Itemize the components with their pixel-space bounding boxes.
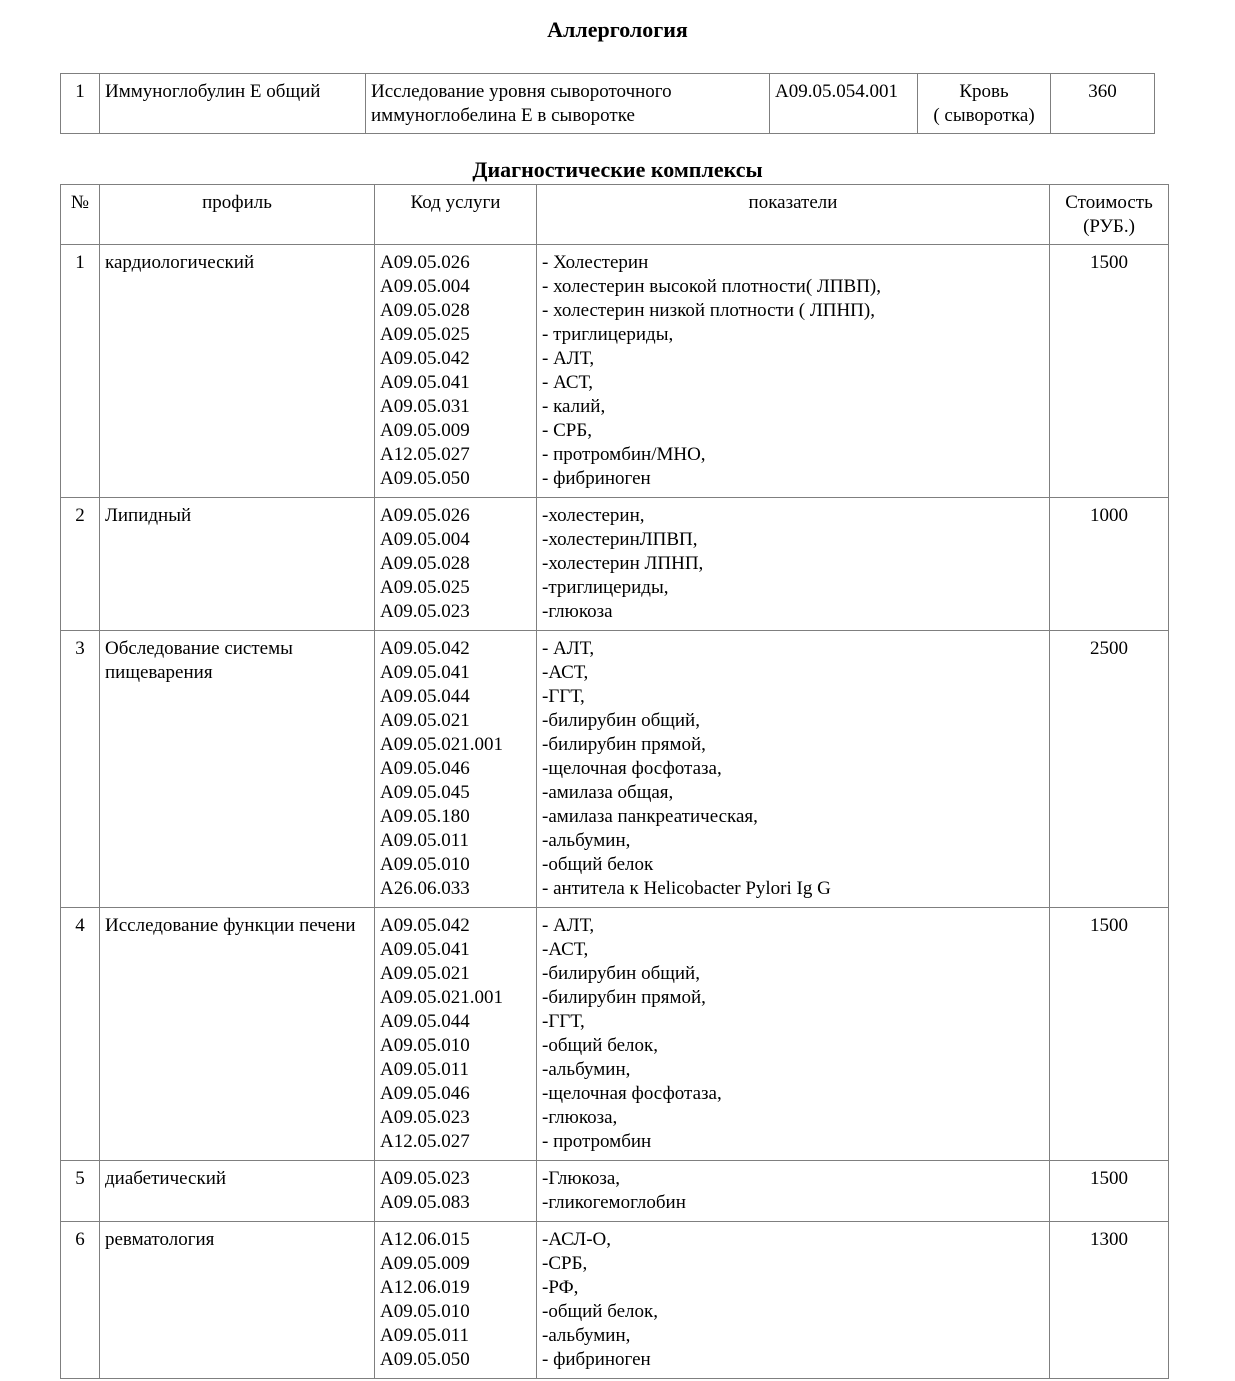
indicator-item: - фибриноген [542, 1349, 651, 1370]
service-code: А09.05.004 [380, 276, 470, 297]
row-number: 3 [61, 631, 100, 908]
service-code: А09.05.046 [380, 758, 470, 779]
indicator-item: - АСТ, [542, 372, 593, 393]
profile-name: диабетический [100, 1161, 375, 1222]
indicator-item: -общий белок [542, 854, 654, 875]
test-name: Иммуноглобулин Е общий [100, 74, 366, 134]
service-code: А09.05.021.001 [380, 987, 503, 1008]
service-code: А26.06.033 [380, 878, 470, 899]
service-code: А09.05.050 [380, 468, 470, 489]
service-code: А09.05.009 [380, 1253, 470, 1274]
service-code: А09.05.050 [380, 1349, 470, 1370]
service-code: А09.05.042 [380, 638, 470, 659]
indicator-item: - протромбин [542, 1131, 652, 1152]
service-code: А09.05.045 [380, 782, 470, 803]
column-header-number: № [61, 185, 100, 245]
row-number: 4 [61, 908, 100, 1161]
indicator-item: - триглицериды, [542, 324, 674, 345]
indicator-item: -АСТ, [542, 662, 589, 683]
service-code: А09.05.011 [380, 1059, 470, 1080]
indicator-item: -общий белок, [542, 1301, 659, 1322]
table-row [61, 74, 1155, 134]
table-row [61, 631, 1169, 908]
service-code: А09.05.041 [380, 662, 470, 683]
indicator-item: -глюкоза [542, 601, 613, 622]
profile-name: ревматология [100, 1222, 375, 1379]
service-code: А09.05.031 [380, 396, 470, 417]
row-number: 1 [61, 245, 100, 498]
indicators-cell [537, 1222, 1050, 1379]
service-code: А12.06.019 [380, 1277, 470, 1298]
service-code: А09.05.021 [380, 710, 470, 731]
indicator-item: - антитела к Helicobacter Pylori Ig G [542, 878, 831, 899]
allergy-table [60, 73, 1155, 134]
price-header-line: Стоимость [1065, 192, 1153, 213]
service-code: А09.05.023 [380, 601, 470, 622]
indicator-item: - АЛТ, [542, 915, 595, 936]
indicator-item: -билирубин общий, [542, 963, 700, 984]
column-header-price [1050, 185, 1169, 245]
table-row [61, 498, 1169, 631]
service-code: А09.05.025 [380, 324, 470, 345]
service-code: А12.05.027 [380, 444, 470, 465]
indicator-item: - калий, [542, 396, 606, 417]
profile-name: Липидный [100, 498, 375, 631]
service-code: А09.05.004 [380, 529, 470, 550]
indicator-item: - фибриноген [542, 468, 651, 489]
table-row [61, 908, 1169, 1161]
indicator-item: -холестеринЛПВП, [542, 529, 698, 550]
row-number: 2 [61, 498, 100, 631]
price-header-line: (РУБ.) [1083, 216, 1135, 237]
service-code: А09.05.041 [380, 939, 470, 960]
profile-name: Исследование функции печени [100, 908, 375, 1161]
service-codes-cell [375, 498, 537, 631]
column-header-profile: профиль [100, 185, 375, 245]
service-code: А09.05.023 [380, 1107, 470, 1128]
indicator-item: -амилаза панкреатическая, [542, 806, 758, 827]
indicator-item: -альбумин, [542, 1325, 631, 1346]
service-code: А12.06.015 [380, 1229, 470, 1250]
price: 1300 [1050, 1222, 1169, 1379]
indicator-item: -АСТ, [542, 939, 589, 960]
profile-name: Обследование системы пищеварения [100, 631, 375, 908]
service-code: А09.05.044 [380, 1011, 470, 1032]
service-code: А09.05.046 [380, 1083, 470, 1104]
complexes-section-title: Диагностические комплексы [472, 157, 763, 182]
service-code: А09.05.010 [380, 1035, 470, 1056]
service-code: А09.05.026 [380, 252, 470, 273]
complexes-table [60, 184, 1169, 1379]
indicator-item: -холестерин ЛПНП, [542, 553, 704, 574]
service-code: А09.05.054.001 [770, 74, 918, 134]
column-header-code: Код услуги [375, 185, 537, 245]
service-code: А09.05.180 [380, 806, 470, 827]
service-codes-cell [375, 631, 537, 908]
indicators-cell [537, 498, 1050, 631]
price: 1000 [1050, 498, 1169, 631]
indicator-item: -ГГТ, [542, 1011, 585, 1032]
material-line: Кровь [959, 81, 1009, 102]
service-code: А09.05.041 [380, 372, 470, 393]
indicator-item: -АСЛ-О, [542, 1229, 611, 1250]
indicator-item: -альбумин, [542, 830, 631, 851]
price: 1500 [1050, 1161, 1169, 1222]
service-code: А09.05.010 [380, 854, 470, 875]
indicator-item: -ГГТ, [542, 686, 585, 707]
indicators-cell [537, 631, 1050, 908]
service-codes-cell [375, 908, 537, 1161]
table-row [61, 245, 1169, 498]
indicator-item: -амилаза общая, [542, 782, 674, 803]
column-header-indicators: показатели [537, 185, 1050, 245]
profile-name: кардиологический [100, 245, 375, 498]
indicator-item: -билирубин общий, [542, 710, 700, 731]
indicator-item: - холестерин высокой плотности( ЛПВП), [542, 276, 882, 297]
material-line: ( сыворотка) [933, 105, 1035, 126]
indicators-cell [537, 245, 1050, 498]
service-code: А09.05.009 [380, 420, 470, 441]
indicator-item: -билирубин прямой, [542, 734, 706, 755]
indicators-cell [537, 908, 1050, 1161]
service-code: А09.05.026 [380, 505, 470, 526]
indicator-item: - АЛТ, [542, 348, 595, 369]
service-code: А09.05.010 [380, 1301, 470, 1322]
service-codes-cell [375, 245, 537, 498]
indicator-item: - АЛТ, [542, 638, 595, 659]
indicator-item: -общий белок, [542, 1035, 659, 1056]
indicator-item: - протромбин/МНО, [542, 444, 706, 465]
service-code: А12.05.027 [380, 1131, 470, 1152]
indicator-item: -РФ, [542, 1277, 579, 1298]
service-code: А09.05.044 [380, 686, 470, 707]
service-codes-cell [375, 1161, 537, 1222]
indicator-item: -триглицериды, [542, 577, 669, 598]
service-code: А09.05.021 [380, 963, 470, 984]
price: 2500 [1050, 631, 1169, 908]
service-code: А09.05.028 [380, 300, 470, 321]
price: 360 [1051, 74, 1155, 134]
indicator-item: -гликогемоглобин [542, 1192, 686, 1213]
indicator-item: -альбумин, [542, 1059, 631, 1080]
service-code: А09.05.042 [380, 348, 470, 369]
service-code: А09.05.042 [380, 915, 470, 936]
indicator-item: - СРБ, [542, 420, 592, 441]
service-code: А09.05.025 [380, 577, 470, 598]
service-code: А09.05.021.001 [380, 734, 503, 755]
test-description: Исследование уровня сывороточного иммуноглобелина Е в сыворотке [366, 74, 770, 134]
indicator-item: -СРБ, [542, 1253, 588, 1274]
row-number: 5 [61, 1161, 100, 1222]
table-row [61, 1222, 1169, 1379]
table-row [61, 1161, 1169, 1222]
service-code: А09.05.011 [380, 830, 470, 851]
service-code: А09.05.083 [380, 1192, 470, 1213]
table-header-row [61, 185, 1169, 245]
service-codes-cell [375, 1222, 537, 1379]
material-cell [918, 74, 1051, 134]
indicator-item: - Холестерин [542, 252, 649, 273]
indicators-cell [537, 1161, 1050, 1222]
price: 1500 [1050, 245, 1169, 498]
indicator-item: -Глюкоза, [542, 1168, 621, 1189]
service-code: А09.05.028 [380, 553, 470, 574]
price: 1500 [1050, 908, 1169, 1161]
indicator-item: - холестерин низкой плотности ( ЛПНП), [542, 300, 875, 321]
allergy-section-title: Аллергология [547, 17, 688, 42]
service-code: А09.05.011 [380, 1325, 470, 1346]
row-number: 1 [61, 74, 100, 134]
indicator-item: -билирубин прямой, [542, 987, 706, 1008]
indicator-item: -глюкоза, [542, 1107, 618, 1128]
indicator-item: -холестерин, [542, 505, 645, 526]
indicator-item: -щелочная фосфотаза, [542, 1083, 722, 1104]
service-code: А09.05.023 [380, 1168, 470, 1189]
row-number: 6 [61, 1222, 100, 1379]
indicator-item: -щелочная фосфотаза, [542, 758, 722, 779]
